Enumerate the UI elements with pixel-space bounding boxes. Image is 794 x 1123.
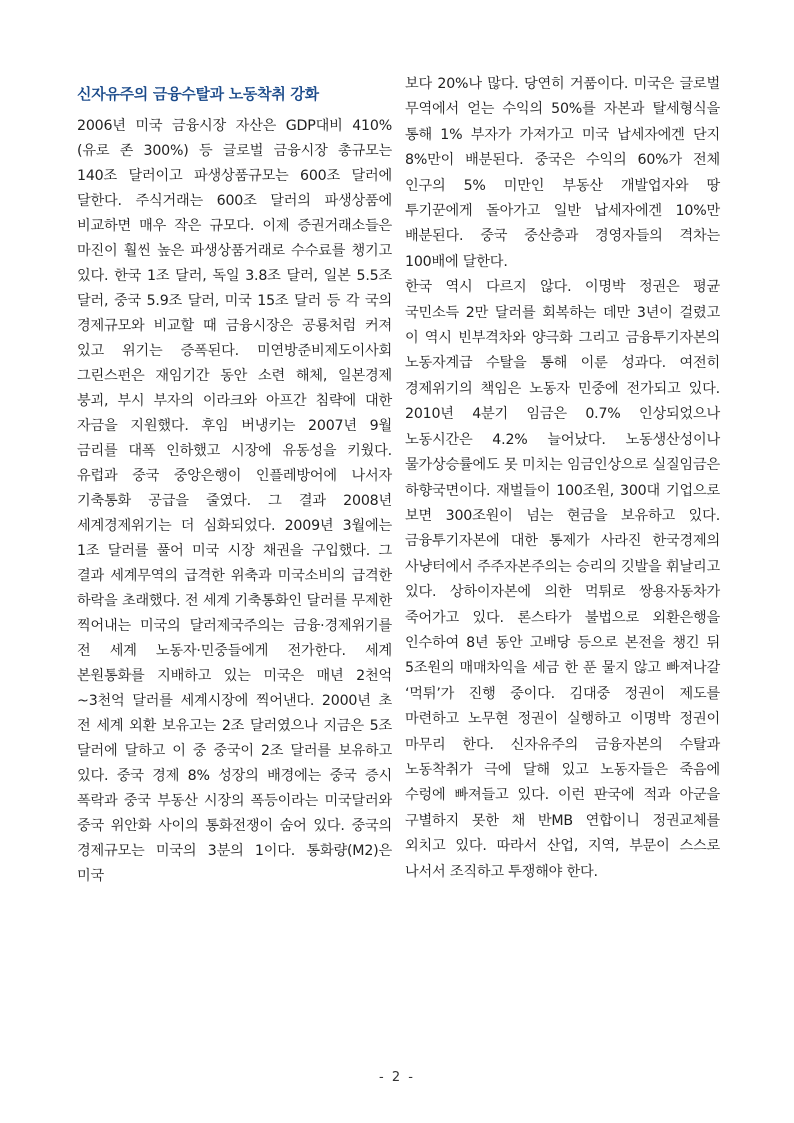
section-heading: 신자유주의 금융수탈과 노동착취 강화 (77, 85, 319, 103)
right-column (405, 72, 720, 885)
right-column-paragraph-2: 한국 역시 다르지 않다. 이명박 정권은 평균 국민소득 2만 달러를 회복하는 데만 3년이 걸렸고 이 역시 빈부격차와 양극화 그리고 금융투기자본의 노동자계급 수탈을 통해 이룬 성과다. 여전히 경제위기의 책임은 노동자 민중에 전가되고 있다. 2010년 4분기 임금은 0.7% 인상되었으나 노동시간은 4.2% 늘어났다. 노동생산성이나 물가상승률에도 못 미치는 임금인상으로 실질임금은 하향국면이다. 재벌들이 100조원, 300대 기업으로 보면 300조원이 넘는 현금을 보유하고 있다. 금융투기자본에 대한 통제가 사라진 한국경제의 사냥터에서 주주자본주의는 승리의 깃발을 휘날리고 있다. 상하이자본에 의한 먹튀로 쌍용자동차가 죽어가고 있다. 론스타가 불법으로 외환은행을 인수하여 8년 동안 고배당 등으로 본전을 챙긴 뒤 5조원의 매매차익을 세금 한 푼 물지 않고 빠져나갈 ‘먹튀’가 진행 중이다. 김대중 정권이 제도를 마련하고 노무현 정권이 실행하고 이명박 정권이 마무리 한다. 신자유주의 금융자본의 수탈과 노동착취가 극에 달해 있고 노동자들은 죽음에 수렁에 빠져들고 있다. 이런 판국에 적과 아군을 구별하지 못한 채 반MB 연합이니 정권교체를 외치고 있다. 따라서 산업, 지역, 부문이 스스로 나서서 조직하고 투쟁해야 한다. (405, 279, 720, 880)
left-column-paragraph: 2006년 미국 금융시장 자산은 GDP대비 410%(유로 존 300%) 등 글로벌 금융시장 총규모는 140조 달러이고 파생상품규모는 600조 달러에 달한다. 주식거래는 600조 달러의 파생상품에 비교하면 매우 작은 규모다. 이제 증권거래소들은 마진이 훨씬 높은 파생상품거래로 수수료를 챙기고 있다. 한국 1조 달러, 독일 3.8조 달러, 일본 5.5조 달러, 중국 5.9조 달러, 미국 15조 달러 등 각 국의 경제규모와 비교할 때 금융시장은 공룡처럼 커져 있고 위기는 증폭된다. 미연방준비제도이사회 그린스펀은 재임기간 동안 소련 해체, 일본경제 붕괴, 부시 부자의 이라크와 아프간 침략에 대한 자금을 지원했다. 후임 버냉키는 2007년 9월 금리를 대폭 인하했고 시장에 유동성을 키웠다. 유럽과 중국 중앙은행이 인플레방어에 나서자 기축통화 공급을 줄였다. 그 결과 2008년 세계경제위기는 더 심화되었다. 2009년 3월에는 1조 달러를 풀어 미국 시장 채권을 구입했다. 그 결과 세계무역의 급격한 위축과 미국소비의 급격한 하락을 초래했다. 전 세계 기축통화인 달러를 무제한 찍어내는 미국의 달러제국주의는 금융·경제위기를 전 세계 노동자·민중들에게 전가한다. 세계 본원통화를 지배하고 있는 미국은 매년 2천억~3천억 달러를 세계시장에 찍어낸다. 2000년 초 전 세계 외환 보유고는 2조 달러였으나 지금은 5조 달러에 달하고 이 중 중국이 2조 달러를 보유하고 있다. 중국 경제 8% 성장의 배경에는 중국 증시 폭락과 중국 부동산 시장의 폭등이라는 미국달러와 중국 위안화 사이의 통화전쟁이 숨어 있다. 중국의 경제규모는 미국의 3분의 1이다. 통화량(M2)은 미국 (77, 118, 392, 884)
right-column-paragraph-1: 보다 20%나 많다. 당연히 거품이다. 미국은 글로벌 무역에서 얻는 수익의 50%를 자본과 탈세형식을 통해 1% 부자가 가져가고 미국 납세자에겐 단지 8%만이 배분된다. 중국은 수익의 60%가 전체 인구의 5% 미만인 부동산 개발업자와 땅 투기꾼에게 돌아가고 일반 납세자에겐 10%만 배분된다. 중국 중산층과 경영자들의 격차는 100배에 달한다. (405, 76, 720, 270)
page-number: - 2 - (379, 1070, 415, 1085)
left-column (77, 84, 392, 889)
